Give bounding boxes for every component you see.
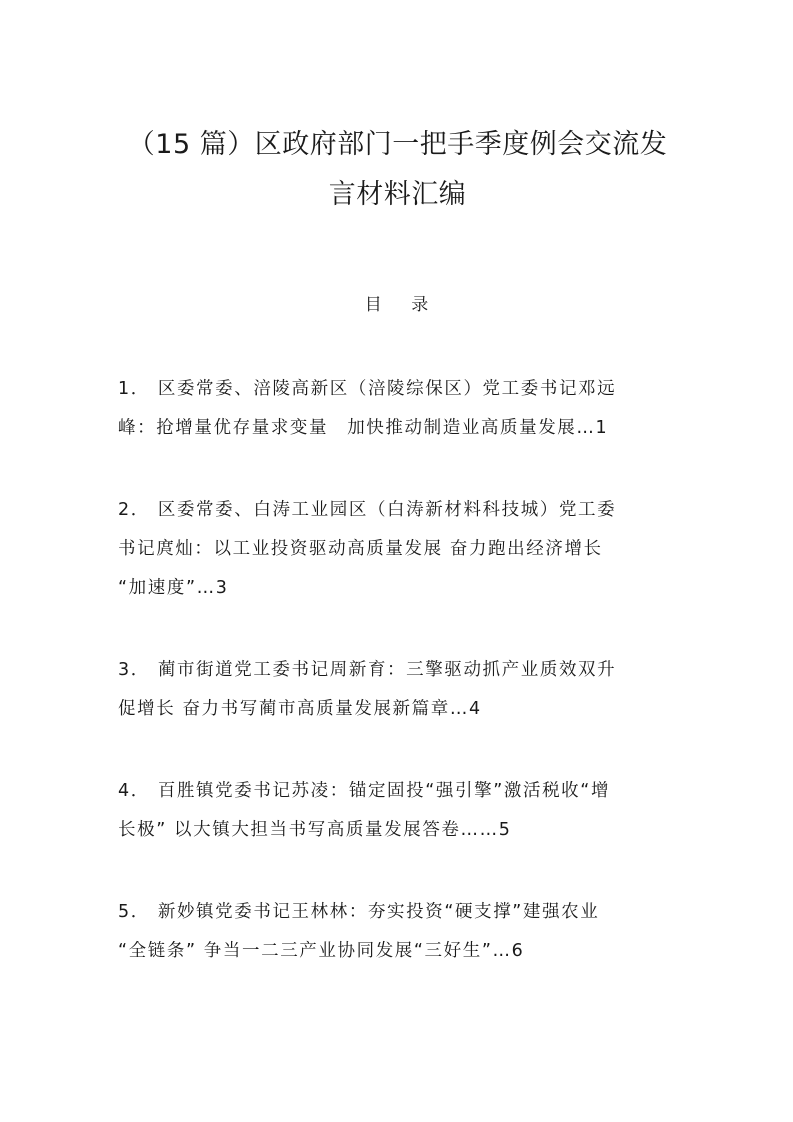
document-title: [110, 120, 685, 220]
toc-entry-line: [118, 651, 678, 690]
toc-entry-line: 长极” 以大镇大担当书写高质量发展答卷……5: [118, 820, 512, 840]
toc-entry-5[interactable]: [118, 893, 678, 971]
toc-entry-number: 5．: [118, 902, 150, 922]
toc-entry-1[interactable]: [118, 370, 678, 448]
toc-entry-2[interactable]: [118, 491, 678, 608]
toc-entry-line: [118, 893, 678, 932]
toc-entry-line: [118, 370, 678, 409]
toc-entry-text: 百胜镇党委书记苏凌：锚定固投“强引擎”激活税收“增: [157, 781, 611, 801]
toc-entry-line: 促增长 奋力书写蔺市高质量发展新篇章…4: [118, 699, 482, 719]
title-line-1: （15 篇）区政府部门一把手季度例会交流发: [127, 129, 668, 160]
toc-entry-number: 1．: [118, 379, 150, 399]
toc-entry-line: “全链条” 争当一二三产业协同发展“三好生”…6: [118, 941, 525, 961]
title-line-2: 言材料汇编: [328, 179, 467, 210]
toc-entry-line: [118, 772, 678, 811]
toc-entry-number: 4．: [118, 781, 150, 801]
toc-entry-line: [118, 491, 678, 530]
toc-entry-text: 新妙镇党委书记王林林：夯实投资“硬支撑”建强农业: [157, 902, 600, 922]
table-of-contents: [118, 370, 678, 1014]
toc-entry-4[interactable]: [118, 772, 678, 850]
toc-entry-text: 区委常委、涪陵高新区（涪陵综保区）党工委书记邓远: [157, 379, 617, 399]
toc-heading: 目 录: [364, 295, 441, 315]
toc-entry-3[interactable]: [118, 651, 678, 729]
toc-entry-number: 2．: [118, 500, 150, 520]
toc-entry-text: 蔺市街道党工委书记周新育：三擎驱动抓产业质效双升: [157, 660, 617, 680]
toc-entry-text: 区委常委、白涛工业园区（白涛新材料科技城）党工委: [157, 500, 617, 520]
toc-entry-line: 书记庹灿：以工业投资驱动高质量发展 奋力跑出经济增长: [118, 539, 603, 559]
toc-entry-number: 3．: [118, 660, 150, 680]
toc-entry-line: 峰：抢增量优存量求变量 加快推动制造业高质量发展…1: [118, 418, 609, 438]
toc-entry-line: “加速度”…3: [118, 578, 229, 598]
